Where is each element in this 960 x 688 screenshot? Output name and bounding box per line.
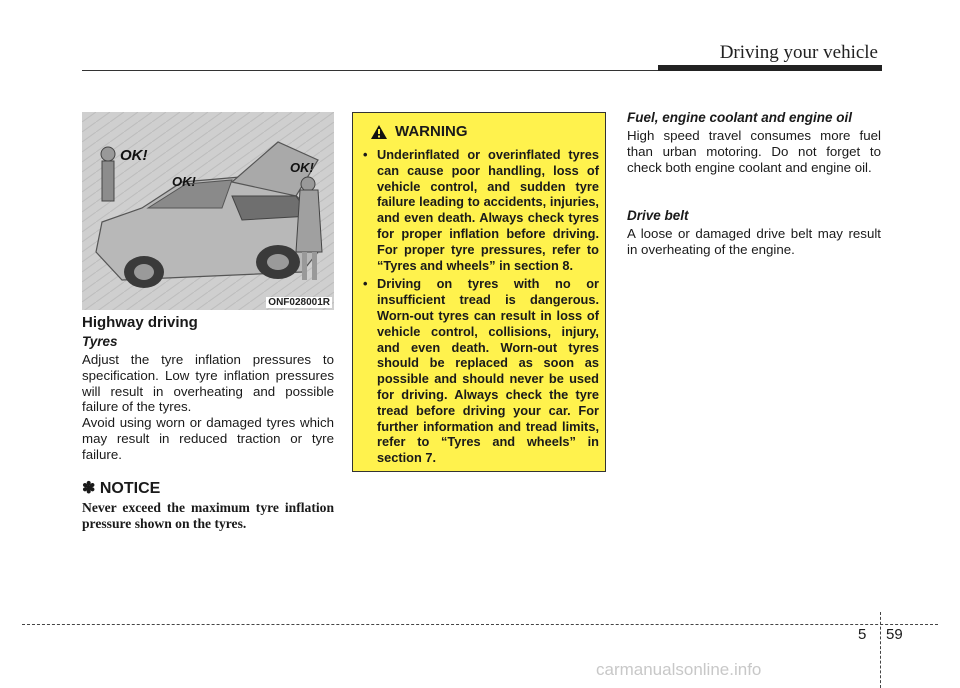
- ok-label-3: OK!: [290, 160, 314, 175]
- footer-rule: [22, 624, 938, 625]
- tyres-heading: Tyres: [82, 334, 118, 349]
- tyres-paragraph-1: Adjust the tyre inflation pressures to specification. Low tyre inflation pressures will result in overheating and possible failure of the tyres.: [82, 352, 334, 415]
- ok-label-1: OK!: [120, 147, 148, 164]
- warning-triangle-icon: [371, 125, 387, 139]
- page-number-divider: [880, 612, 881, 688]
- bullet-marker: •: [363, 147, 368, 162]
- chapter-number: 5: [858, 626, 867, 643]
- ok-label-2: OK!: [172, 174, 196, 189]
- belt-heading: Drive belt: [627, 208, 689, 223]
- belt-text: A loose or damaged drive belt may result in overheating of the engine.: [627, 226, 881, 257]
- page-number: 59: [886, 626, 903, 643]
- running-header: Driving your vehicle: [719, 42, 878, 63]
- car-illustration: [82, 112, 334, 310]
- notice-text: Never exceed the maximum tyre inflation pressure shown on the tyres.: [82, 500, 334, 531]
- watermark: carmanualsonline.info: [596, 660, 762, 679]
- warning-item-text: Underinflated or overinflated tyres can cause poor handling, loss of vehicle control, and sudden tyre failure leading to accidents, injuries, and even death. Always check tyres for proper inflation before driving. For proper tyre pressures, refer to “Tyres and wheels” in section 8.: [377, 147, 599, 273]
- fuel-text: High speed travel consumes more fuel than urban motoring. Do not forget to check both engine coolant and engine oil.: [627, 128, 881, 175]
- warning-item: [363, 147, 599, 273]
- bullet-marker: •: [363, 276, 368, 292]
- fuel-heading: Fuel, engine coolant and engine oil: [627, 110, 853, 125]
- header-rule-accent: [658, 65, 882, 71]
- warning-title: WARNING: [395, 123, 468, 140]
- warning-box: [352, 112, 606, 472]
- warning-header: [371, 123, 468, 140]
- warning-list: [363, 147, 599, 469]
- car-drawing: [82, 112, 334, 310]
- warning-item: [363, 276, 599, 466]
- illustration-code: ONF028001R: [268, 297, 330, 308]
- tyres-paragraph-2: Avoid using worn or damaged tyres which may result in reduced traction or tyre failure.: [82, 415, 334, 462]
- section-title: Highway driving: [82, 314, 198, 331]
- notice-title: ✽ NOTICE: [82, 480, 161, 497]
- warning-item-text: Driving on tyres with no or insufficient tread is dangerous. Worn-out tyres can result in loss of vehicle control, collisions, injury, and even death. Worn-out tyres should be replaced as soon as possible and should never be used for driving. Always check the tyre tread before driving your car. For further information and tread limits, refer to “Tyres and wheels” in section 7.: [377, 276, 599, 466]
